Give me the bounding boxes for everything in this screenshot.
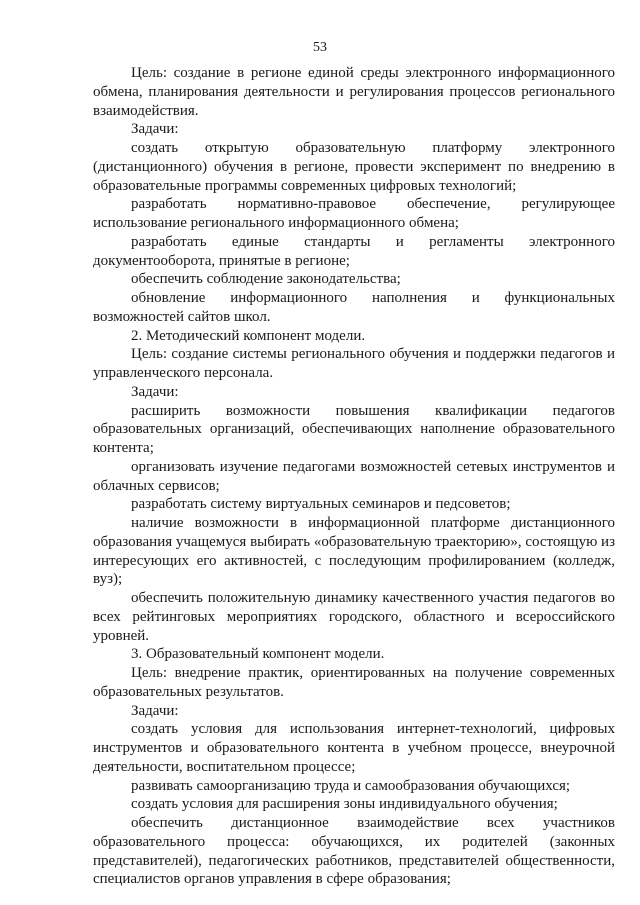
section-heading: 3. Образовательный компонент модели. xyxy=(131,646,385,663)
document-body xyxy=(93,64,615,889)
paragraph: обновление информационного наполнения и функциональных возможностей сайтов школ. xyxy=(93,290,615,325)
paragraph: разработать систему виртуальных семинаров и педсоветов; xyxy=(131,496,511,513)
paragraph: Цель: внедрение практик, ориентированных на получение современных образовательных результатов. xyxy=(93,665,615,700)
paragraph: Задачи: xyxy=(131,121,179,138)
paragraph: обеспечить дистанционное взаимодействие всех участников образовательного процесса: обучающихся, их родителей (законных представителей), педагогических работников, представителей общественности, специалистов органов управления в сфере образования; xyxy=(93,815,615,888)
paragraph: организовать изучение педагогами возможностей сетевых инструментов и облачных сервисов; xyxy=(93,458,615,494)
paragraph: расширить возможности повышения квалификации педагогов образовательных организаций, обеспечивающих наполнение образовательного контента; xyxy=(93,402,615,456)
paragraph: Задачи: xyxy=(131,702,179,719)
paragraph: обеспечить положительную динамику качественного участия педагогов во всех рейтинговых мероприятиях городского, областного и всероссийского уровней. xyxy=(93,590,615,644)
paragraph: создать условия для расширения зоны индивидуального обучения; xyxy=(131,796,558,813)
paragraph: обеспечить соблюдение законодательства; xyxy=(131,271,401,288)
paragraph: наличие возможности в информационной платформе дистанционного образования учащемуся выбирать «образовательную траекторию», состоящую из интересующих его активностей, с последующим профилированием (колледж, вуз); xyxy=(93,515,615,588)
paragraph: создать открытую образовательную платформу электронного (дистанционного) обучения в регионе, провести эксперимент по внедрению в образовательные программы современных цифровых технологий; xyxy=(93,140,615,194)
page-number: 53 xyxy=(313,40,327,55)
paragraph: разработать единые стандарты и регламенты электронного документооборота, принятые в регионе; xyxy=(93,233,615,269)
paragraph: развивать самоорганизацию труда и самообразования обучающихся; xyxy=(131,777,571,794)
paragraph: Цель: создание системы регионального обучения и поддержки педагогов и управленческого персонала. xyxy=(93,346,615,381)
paragraph: Цель: создание в регионе единой среды электронного информационного обмена, планирования деятельности и регулирования процессов регионального взаимодействия. xyxy=(93,65,615,119)
paragraph: создать условия для использования интернет-технологий, цифровых инструментов и образовательного контента в учебном процессе, внеурочной деятельности, воспитательном процессе; xyxy=(93,721,615,775)
paragraph: Задачи: xyxy=(131,383,179,400)
section-heading: 2. Методический компонент модели. xyxy=(131,327,366,344)
paragraph: разработать нормативно-правовое обеспечение, регулирующее использование регионального информационного обмена; xyxy=(93,196,615,231)
